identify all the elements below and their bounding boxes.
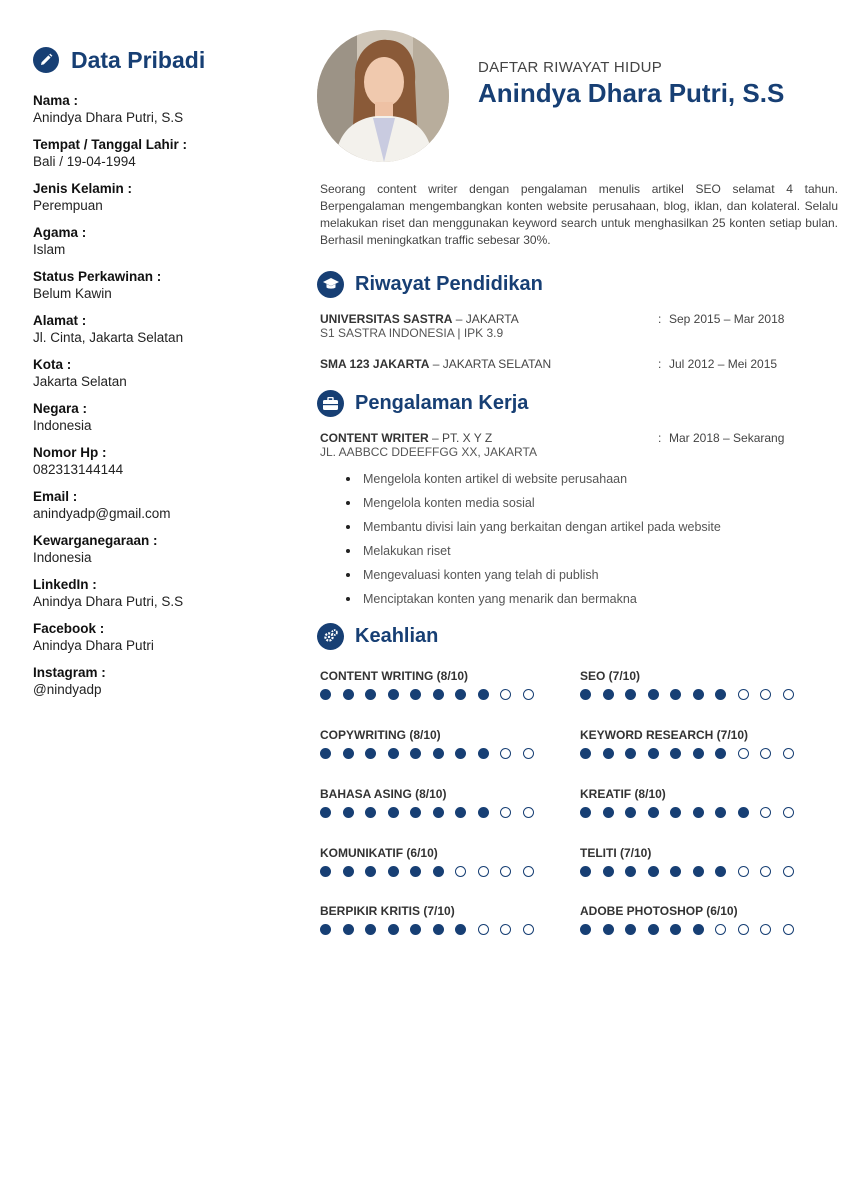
rating-dot-filled [603,689,614,700]
skill-rating [580,748,810,759]
field-name: Nama : Anindya Dhara Putri, S.S [33,93,184,125]
rating-dot-filled [670,748,681,759]
skill-item: CONTENT WRITING (8/10) [320,669,550,700]
rating-dot-filled [388,807,399,818]
education-detail: S1 SASTRA INDONESIA | IPK 3.9 [320,326,504,340]
rating-dot-filled [670,807,681,818]
skill-item: BERPIKIR KRITIS (7/10) [320,904,550,935]
rating-dot-filled [738,807,749,818]
rating-dot-filled [625,748,636,759]
field-marital-status: Status Perkawinan : Belum Kawin [33,269,162,301]
rating-dot-empty [738,866,749,877]
field-address: Alamat : Jl. Cinta, Jakarta Selatan [33,313,184,345]
rating-dot-filled [625,924,636,935]
rating-dot-empty [760,924,771,935]
field-phone: Nomor Hp : 082313144144 [33,445,124,477]
candidate-name: Anindya Dhara Putri, S.S [478,78,785,108]
briefcase-icon [317,390,344,417]
rating-dot-empty [783,748,794,759]
rating-dot-filled [320,689,331,700]
rating-dot-empty [783,866,794,877]
rating-dot-filled [455,689,466,700]
rating-dot-filled [693,748,704,759]
job-task-list [346,467,721,611]
rating-dot-filled [388,866,399,877]
rating-dot-filled [715,807,726,818]
skill-rating [320,689,550,700]
rating-dot-filled [433,689,444,700]
rating-dot-empty [500,807,511,818]
rating-dot-filled [603,807,614,818]
rating-dot-filled [648,689,659,700]
rating-dot-filled [388,924,399,935]
rating-dot-empty [523,866,534,877]
rating-dot-empty [500,866,511,877]
rating-dot-filled [410,924,421,935]
document-subtitle: DAFTAR RIWAYAT HIDUP [478,59,663,76]
rating-dot-filled [320,924,331,935]
rating-dot-filled [670,689,681,700]
personal-data-title: Data Pribadi [71,46,206,73]
rating-dot-filled [343,866,354,877]
rating-dot-empty [715,924,726,935]
experience-title: Pengalaman Kerja [355,391,529,414]
rating-dot-empty [523,807,534,818]
rating-dot-filled [478,807,489,818]
rating-dot-empty [760,689,771,700]
rating-dot-filled [410,807,421,818]
school-name: SMA 123 JAKARTA [320,357,430,371]
school-name: UNIVERSITAS SASTRA [320,312,453,326]
rating-dot-empty [760,748,771,759]
field-religion: Agama : Islam [33,225,87,257]
rating-dot-filled [580,866,591,877]
profile-photo [317,30,449,162]
skill-item: BAHASA ASING (8/10) [320,787,550,818]
rating-dot-filled [320,748,331,759]
rating-dot-empty [523,748,534,759]
education-entry: SMA 123 JAKARTA – JAKARTA SELATAN : Jul 2012 – Mei 2015 [320,357,778,371]
field-nationality: Kewarganegaraan : Indonesia [33,533,158,565]
rating-dot-empty [783,924,794,935]
field-city: Kota : Jakarta Selatan [33,357,127,389]
skill-item: KEYWORD RESEARCH (7/10) [580,728,810,759]
rating-dot-filled [433,924,444,935]
list-item: Mengelola konten media sosial [346,491,721,515]
rating-dot-filled [388,748,399,759]
rating-dot-filled [410,689,421,700]
rating-dot-filled [648,866,659,877]
rating-dot-filled [693,866,704,877]
personal-field-list [33,92,293,699]
gears-icon [317,623,344,650]
rating-dot-empty [500,924,511,935]
graduation-cap-icon [317,271,344,298]
rating-dot-empty [760,807,771,818]
job-company: – PT. X Y Z [428,431,493,445]
rating-dot-filled [603,748,614,759]
rating-dot-filled [625,689,636,700]
rating-dot-filled [648,807,659,818]
rating-dot-filled [365,748,376,759]
field-instagram: Instagram : @nindyadp [33,665,106,697]
rating-dot-filled [410,748,421,759]
skill-item: SEO (7/10) [580,669,810,700]
skill-item: COPYWRITING (8/10) [320,728,550,759]
rating-dot-empty [478,924,489,935]
rating-dot-filled [648,748,659,759]
rating-dot-filled [365,807,376,818]
skills-title: Keahlian [355,624,439,647]
education-title: Riwayat Pendidikan [355,272,543,295]
rating-dot-filled [320,866,331,877]
rating-dot-filled [343,748,354,759]
rating-dot-filled [670,924,681,935]
skill-rating [320,748,550,759]
rating-dot-filled [603,924,614,935]
rating-dot-empty [783,807,794,818]
rating-dot-filled [455,807,466,818]
rating-dot-filled [343,689,354,700]
rating-dot-empty [500,689,511,700]
rating-dot-filled [388,689,399,700]
rating-dot-filled [343,924,354,935]
skill-rating [580,689,810,700]
skill-rating [580,866,810,877]
rating-dot-empty [478,866,489,877]
rating-dot-filled [478,748,489,759]
skill-rating [580,807,810,818]
rating-dot-filled [580,689,591,700]
field-linkedin: LinkedIn : Anindya Dhara Putri, S.S [33,577,184,609]
rating-dot-empty [523,924,534,935]
field-facebook: Facebook : Anindya Dhara Putri [33,621,154,653]
rating-dot-empty [523,689,534,700]
rating-dot-empty [760,866,771,877]
field-country: Negara : Indonesia [33,401,92,433]
profile-summary: Seorang content writer dengan pengalaman menulis artikel SEO selamat 4 tahun. Berpengalaman mengembangkan konten website perusahaan, blog, iklan, dan kolateral. Selalu melakukan riset dan menggunakan keyword search untuk menghasilkan 25 konten setiap bulan. Berhasil meningkatkan traffic sebesar 30%. [320,182,838,247]
rating-dot-filled [715,748,726,759]
list-item: Melakukan riset [346,539,721,563]
rating-dot-empty [500,748,511,759]
rating-dot-filled [715,866,726,877]
rating-dot-filled [365,689,376,700]
rating-dot-filled [580,748,591,759]
rating-dot-filled [625,807,636,818]
education-period: Sep 2015 – Mar 2018 [669,312,785,326]
job-role: CONTENT WRITER [320,431,429,445]
skill-item: TELITI (7/10) [580,846,810,877]
experience-header [317,389,528,417]
list-item: Membantu divisi lain yang berkaitan dengan artikel pada website [346,515,721,539]
rating-dot-filled [625,866,636,877]
rating-dot-filled [433,748,444,759]
skill-item: ADOBE PHOTOSHOP (6/10) [580,904,810,935]
rating-dot-filled [455,924,466,935]
rating-dot-filled [670,866,681,877]
skill-item: KREATIF (8/10) [580,787,810,818]
education-entry: UNIVERSITAS SASTRA – JAKARTA : Sep 2015 – Mar 2018 S1 SASTRA INDONESIA | IPK 3.9 [320,312,840,340]
rating-dot-filled [433,807,444,818]
school-location: – JAKARTA [452,312,519,326]
rating-dot-filled [320,807,331,818]
rating-dot-filled [455,748,466,759]
skill-rating [320,924,550,935]
rating-dot-empty [738,748,749,759]
rating-dot-filled [580,807,591,818]
list-item: Mengelola konten artikel di website perusahaan [346,467,721,491]
job-period: Mar 2018 – Sekarang [669,431,785,445]
education-period: Jul 2012 – Mei 2015 [669,357,778,371]
rating-dot-filled [648,924,659,935]
field-gender: Jenis Kelamin : Perempuan [33,181,133,213]
rating-dot-filled [693,924,704,935]
rating-dot-filled [580,924,591,935]
rating-dot-filled [693,807,704,818]
education-header [317,270,543,298]
rating-dot-filled [410,866,421,877]
skills-header [317,622,438,650]
list-item: Menciptakan konten yang menarik dan bermakna [346,587,721,611]
rating-dot-filled [365,866,376,877]
pencil-icon [33,47,59,73]
rating-dot-filled [693,689,704,700]
personal-data-header [33,42,293,78]
rating-dot-empty [455,866,466,877]
field-email: Email : anindyadp@gmail.com [33,489,171,521]
rating-dot-filled [603,866,614,877]
rating-dot-filled [478,689,489,700]
rating-dot-empty [738,689,749,700]
skill-rating [580,924,810,935]
rating-dot-filled [433,866,444,877]
rating-dot-filled [343,807,354,818]
rating-dot-empty [738,924,749,935]
personal-data-column [33,42,293,708]
skill-item: KOMUNIKATIF (6/10) [320,846,550,877]
rating-dot-filled [365,924,376,935]
experience-entry: CONTENT WRITER – PT. X Y Z : Mar 2018 – Sekarang JL. AABBCC DDEEFFGG XX, JAKARTA [320,431,840,459]
field-birth: Tempat / Tanggal Lahir : Bali / 19-04-1994 [33,137,188,169]
list-item: Mengevaluasi konten yang telah di publish [346,563,721,587]
skill-rating [320,866,550,877]
skill-rating [320,807,550,818]
company-address: JL. AABBCC DDEEFFGG XX, JAKARTA [320,445,537,459]
school-location: – JAKARTA SELATAN [429,357,552,371]
rating-dot-filled [715,689,726,700]
rating-dot-empty [783,689,794,700]
